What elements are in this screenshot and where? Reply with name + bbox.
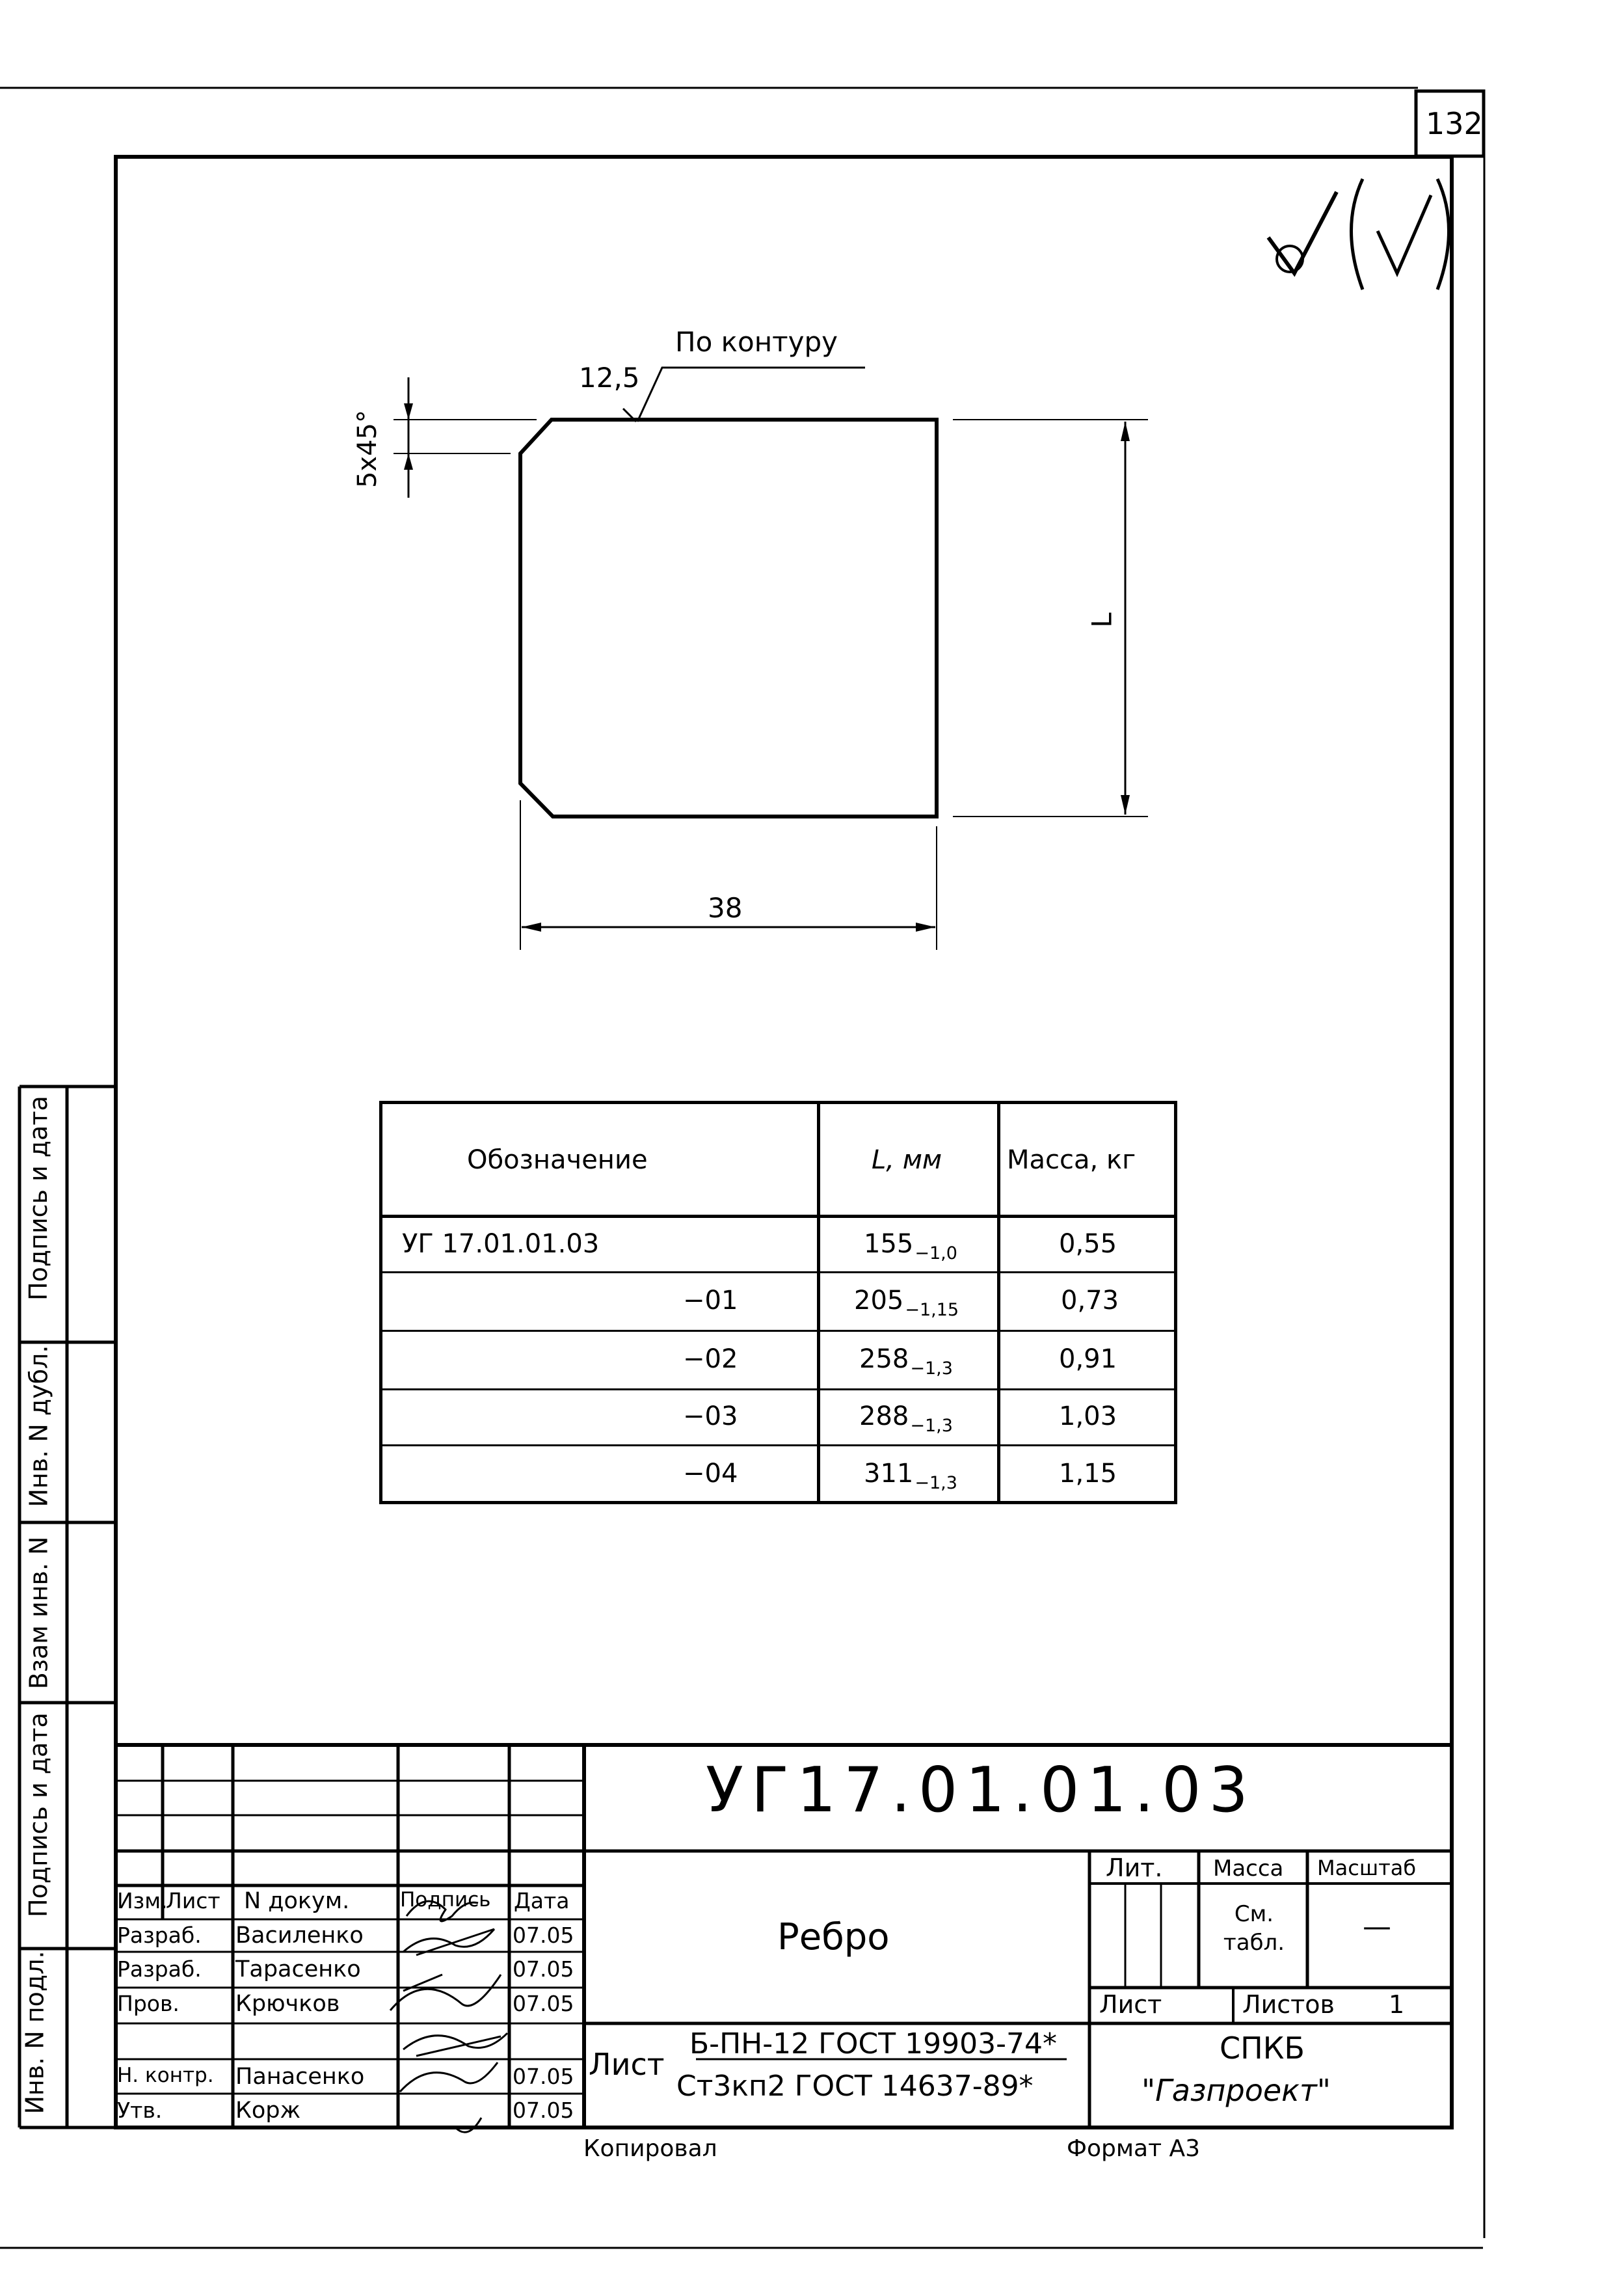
document-code: УГ17.01.01.03 (706, 1755, 1256, 1826)
width-value: 38 (708, 892, 743, 924)
person-name: Корж (235, 2098, 301, 2124)
role: Пров. (117, 1991, 180, 2016)
roughness-value: 12,5 (579, 362, 640, 394)
row-mass: 0,55 (1059, 1229, 1117, 1259)
part-name: Ребро (777, 1916, 890, 1958)
side-stamp-sign-date-2: Подпись и дата (24, 1712, 53, 1917)
row-length: $311_{-1,3}$ (864, 1459, 957, 1493)
w-arrow-right (916, 923, 935, 932)
sheet-label: Лист (1099, 1990, 1162, 2019)
col-sign: Подпись (400, 1888, 491, 1911)
organization-line1: СПКБ (1220, 2031, 1305, 2066)
mass-value: См. табл. (1223, 1901, 1285, 1956)
scale-value: — (1363, 1910, 1391, 1943)
row-designation: −02 (683, 1344, 738, 1374)
header-length: L, мм (872, 1145, 942, 1175)
part-outline (520, 420, 937, 817)
row-designation: −01 (683, 1286, 738, 1316)
row-mass: 0,73 (1061, 1286, 1119, 1316)
col-list: Лист (166, 1888, 220, 1913)
person-date: 07.05 (513, 2064, 574, 2089)
row-length: $258_{-1,3}$ (859, 1344, 953, 1379)
side-stamp-sign-date-1: Подпись и дата (24, 1096, 53, 1301)
person-name: Тарасенко (235, 1956, 361, 1982)
row-mass: 1,15 (1059, 1459, 1117, 1489)
row-mass: 1,03 (1059, 1401, 1117, 1431)
row-length: $205_{-1,15}$ (854, 1286, 959, 1320)
w-arrow-left (522, 923, 541, 932)
material-line1: Б-ПН-12 ГОСТ 19903-74* (689, 2027, 1057, 2060)
col-date: Дата (514, 1888, 570, 1913)
person-date: 07.05 (513, 1991, 574, 2016)
length-label: L (1086, 612, 1118, 628)
row-designation: −04 (683, 1459, 738, 1489)
roughness-leader (637, 368, 865, 422)
side-stamp-replace-inv: Взам инв. N (24, 1536, 53, 1690)
sheet-number: 132 (1426, 106, 1483, 141)
row-designation: −03 (683, 1401, 738, 1431)
contour-label: По контуру (675, 326, 838, 358)
side-stamp-orig-inv: Инв. N подл. (20, 1951, 49, 2114)
chamfer-arrow-top (404, 403, 413, 420)
sheets-label: Листов (1242, 1990, 1335, 2019)
role: Утв. (117, 2098, 163, 2123)
row-mass: 0,91 (1059, 1344, 1117, 1374)
col-doc: N докум. (244, 1888, 350, 1914)
format-label: Формат А3 (1067, 2135, 1201, 2162)
person-name: Василенко (235, 1923, 364, 1949)
row-length: $288_{-1,3}$ (859, 1401, 953, 1436)
mass-label: Масса (1213, 1856, 1284, 1882)
header-mass: Масса, кг (1007, 1145, 1136, 1175)
organization-line2: "Газпроект" (1141, 2073, 1331, 2108)
person-name: Панасенко (235, 2064, 365, 2090)
role: Разраб. (117, 1923, 202, 1948)
material-prefix: Лист (589, 2047, 665, 2082)
signatures (390, 1901, 507, 2132)
person-name: Крючков (235, 1991, 340, 2017)
role: Разраб. (117, 1956, 202, 1982)
side-stamp-dup-inv: Инв. N дубл. (24, 1345, 53, 1507)
chamfer-arrow-bottom (404, 453, 413, 470)
scale-label: Масштаб (1317, 1856, 1417, 1880)
person-date: 07.05 (513, 1923, 574, 1948)
l-arrow-top (1121, 422, 1130, 441)
role: Н. контр. (117, 2064, 214, 2087)
spec-table (379, 1101, 1177, 1504)
general-roughness-icon (1268, 179, 1449, 290)
header-designation: Обозначение (467, 1145, 648, 1175)
row-designation: УГ 17.01.01.03 (402, 1229, 600, 1259)
chamfer-label: 5x45° (353, 409, 383, 489)
col-izm: Изм. (117, 1888, 168, 1913)
person-date: 07.05 (513, 2098, 574, 2123)
copied-label: Копировал (583, 2135, 717, 2162)
row-length: $155_{-1,0}$ (864, 1229, 957, 1263)
material-line2: Ст3кп2 ГОСТ 14637-89* (676, 2070, 1034, 2103)
person-date: 07.05 (513, 1956, 574, 1982)
sheets-count: 1 (1389, 1990, 1405, 2019)
lit-label: Лит. (1106, 1854, 1163, 1882)
l-arrow-bottom (1121, 795, 1130, 815)
